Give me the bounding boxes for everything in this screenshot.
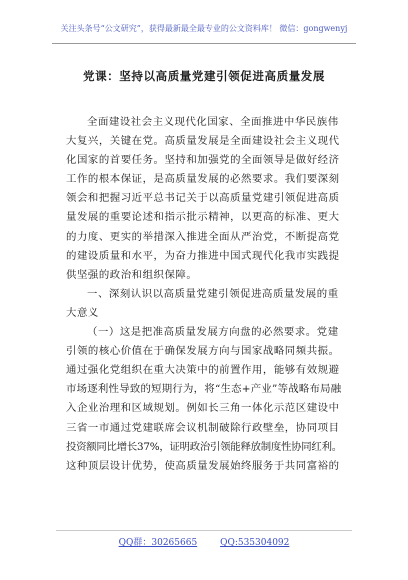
paragraph-line: 这种顶层设计优势，使高质量发展始终服务于共同富裕的 — [66, 459, 340, 472]
footer-qq-group: QQ群：30265665 — [118, 538, 198, 548]
paragraph-line: （一）这是把准高质量发展方向盘的必然要求。党建 — [87, 326, 339, 339]
paragraph-line: 量发展的重要论述和指示批示精神，以更高的标准、更大 — [66, 211, 340, 224]
footer — [0, 535, 408, 548]
paragraph-line: 入企业治理和区域规划。例如长三角一体化示范区建设中 — [66, 402, 340, 415]
paragraph-line: 化国家的首要任务。坚持和加强党的全面领导是做好经济 — [66, 154, 340, 167]
paragraph-line: 全面建设社会主义现代化国家、全面推进中华民族伟 — [87, 116, 339, 128]
paragraph-line: 领会和把握习近平总书记关于以高质量党建引领促进高质 — [66, 192, 340, 205]
paragraph-line: 引领的核心价值在于确保发展方向与国家战略同频共振。 — [66, 345, 340, 358]
paragraph-line: 的建设质量和水平，为奋力推进中国式现代化我市实践提 — [66, 249, 340, 262]
paragraph-line: 三省一市通过党建联席会议机制破除行政壁垒，协同项目 — [66, 421, 340, 434]
header-banner — [0, 24, 408, 34]
document-title: 党课：坚持以高质量党建引领促进高质量发展 — [83, 69, 325, 83]
document-body — [66, 113, 342, 476]
paragraph-line: 通过强化党组织在重大决策中的前置作用，能够有效规避 — [66, 364, 340, 377]
paragraph-line: 的力度、更实的举措深入推进全面从严治党，不断提高党 — [66, 230, 340, 243]
section-heading-line: 一、深刻认识以高质量党建引领促进高质量发展的重 — [87, 287, 339, 300]
header-divider — [52, 43, 356, 44]
paragraph-line: 市场逐利性导致的短期行为，将“生态+产业”等战略布局融 — [66, 383, 342, 396]
paragraph-line: 供坚强的政治和组织保障。 — [66, 268, 198, 281]
footer-divider — [56, 530, 352, 531]
header-banner-text: 关注头条号“公文研究”，获得最新最全最专业的公文资料库！ 微信：gongwenyj — [60, 24, 348, 33]
paragraph-line: 投资额同比增长37%，证明政治引领能释放制度性协同红利。 — [66, 440, 342, 453]
paragraph-line: 工作的根本保证，是高质量发展的必然要求。我们要深刻 — [66, 173, 340, 186]
section-heading-line: 大意义 — [66, 306, 99, 319]
footer-qq-number: QQ:535304092 — [220, 538, 290, 548]
paragraph-line: 大复兴，关键在党。高质量发展是全面建设社会主义现代 — [66, 135, 340, 148]
